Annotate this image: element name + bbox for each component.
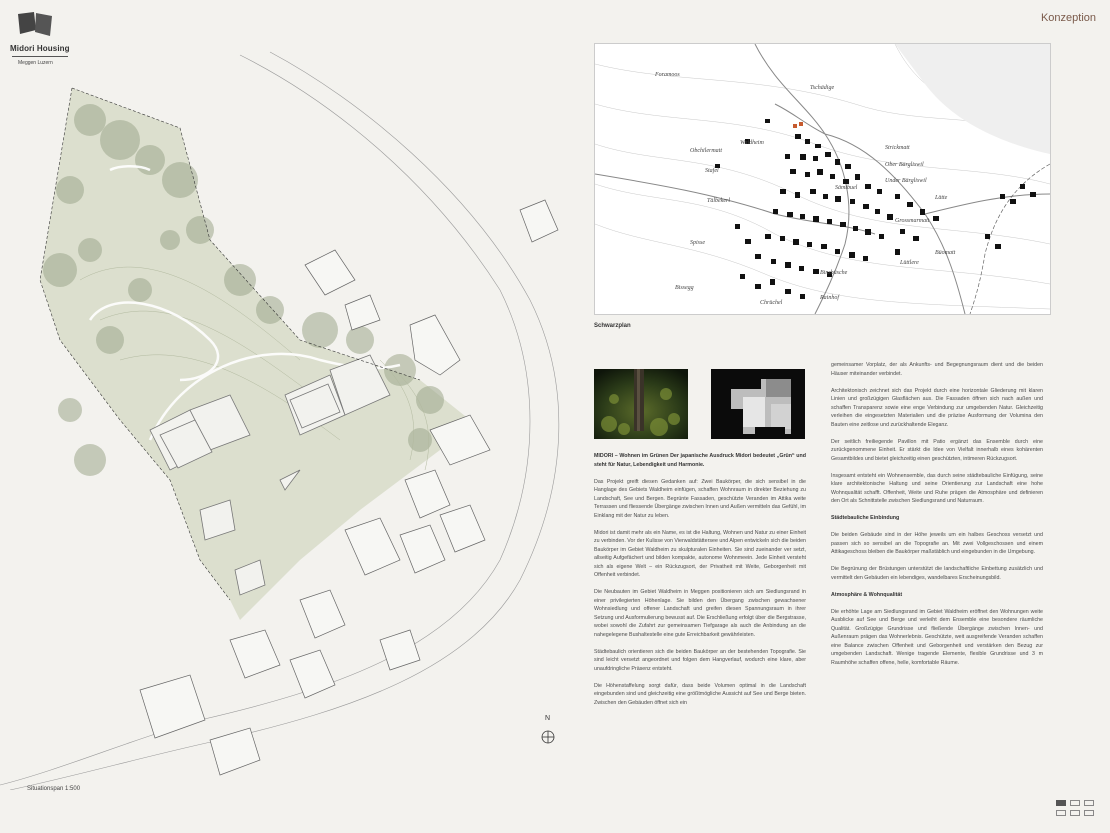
section-heading: Städtebauliche Einbindung [831,515,900,521]
page-thumb-2[interactable] [1070,800,1080,806]
paragraph: Die beiden Gebäude sind in der Höhe jeweils um ein halbes Geschoss versetzt und passen sich so sensibel an die Topografie an. Mit zwei Vollgeschossen und einem Attikageschoss bleiben die Baukörper maßstäblich und eingebunden in die Umgebung. [831,532,1043,555]
map-label: Binzbüsche [820,270,848,276]
map-label: Obchilermatt [690,148,722,154]
north-compass-icon [541,730,555,744]
site-plan [0,40,570,790]
brand-logo-icon [16,10,56,40]
paragraph: Städtebaulich orientieren sich die beiden Baukörper an der bestehenden Topografie. Sie sind leicht versetzt angeordnet und folgen dem Hangverlauf, wodurch eine klare, aber unaufdringliche Präsenz entsteht. [594,648,806,672]
map-label: Spisse [690,240,705,246]
map-label: Stafel [705,168,719,174]
paragraph: Das Projekt greift diesen Gedanken auf: Zwei Baukörper, die sich sensibel in die Hanglage des Gebiets Waldheim einfügen, schaffen Wohnraum in direkter Beziehung zu Landschaft, See und Bergen. Begrünte Fassaden, geschützte Veranden im Attika weite Terrassen und fliessende Übergänge zwischen Innen und Außen vermitteln das Gefühl, im Einklang mit der Natur zu leben. [594,478,806,519]
page-thumb-3[interactable] [1084,800,1094,806]
north-label: N [545,715,551,722]
paragraph: gemeinsamer Vorplatz, der als Ankunfts- und Begegnungsraum dient und die beiden Häuser miteinander verbindet. [831,362,1043,377]
page-thumb-4[interactable] [1056,810,1066,816]
context-map [594,43,1051,315]
page-navigation [1056,800,1098,820]
map-caption: Schwarzplan [594,323,631,329]
map-label: Lätte [935,195,948,201]
map-label: Foramoos [655,72,680,78]
map-label: Grossmarmatt [895,218,930,224]
lead-paragraph: MIDORI – Wohnen im Grünen Der japanische Ausdruck Midori bedeutet „Grün“ und steht für Natur, Lebendigkeit und Harmonie. [594,453,806,468]
map-label: Bissegg [675,285,694,291]
map-label: Lüttlere [900,260,919,266]
section-title: Konzeption [1040,12,1096,24]
page-thumb-1[interactable] [1056,800,1066,806]
map-label: Chrüchel [760,300,783,306]
model-photo [711,369,805,439]
brand-location: Meggen Luzern [18,60,53,66]
text-column-1 [594,452,806,716]
text-column-2 [831,361,1043,676]
paragraph: Die Neubauten im Gebiet Waldheim in Meggen positionieren sich am Siedlungsrand in einer privilegierten Höhenlage. Sie bilden den Übergang zwischen gewachsener Wohnsiedlung und offener Landschaft und greifen diesen Spannungsraum in ihrer Setzung und Ausformulierung bewusst auf. Die Erschließung erfolgt über die Bergstrasse, wobei sowohl die Zufahrt zur gemeinsamen Tiefgarage als auch die Anbindung an die nahegelegene Bushaltestelle eine gute Erreichbarkeit gewährleisten. [594,589,806,638]
paragraph: Architektonisch zeichnet sich das Projekt durch eine horizontale Gliederung mit klaren Linien und großzügigen Glasflächen aus. Die Fassaden öffnen sich nach außen und schaffen Transparenz sowie eine enge Verbindung zur umgebenden Natur. Gleichzeitig verleihen die eingesetzten Materialien und die präzise Ausformung der Volumina den Bauten eine zeitlose und zurückhaltende Eleganz. [831,387,1043,428]
map-label: Ober Bärgliswil [885,162,924,168]
paragraph: Die Begrünung der Brüstungen unterstützt die landschaftliche Einbettung zusätzlich und vermittelt den Gebäuden ein lebendiges, wandelbares Erscheinungsbild. [831,566,1043,581]
paragraph: Die erhöhte Lage am Siedlungsrand im Gebiet Waldheim eröffnet den Wohnungen weite Ausblicke auf See und Berge und verleiht dem Ensemble eine besondere räumliche Qualität. Großzügige Grundrisse und fließende Übergänge zwischen Innen- und Außenraum prägen das Wohnerlebnis. Geschützte, weit ausgreifende Veranden schaffen eine Balance zwischen Offenheit und Geborgenheit und verstärken den Bezug zur umgebenden Landschaft. Wenige tragende Elemente, flexible Grundrisse und 3 m Raumhöhe schaffen offene, helle, komfortable Räume. [831,608,1043,666]
map-label: Sämtbuel [835,185,858,191]
map-label: Büomatt [935,250,956,256]
page-thumb-5[interactable] [1070,810,1080,816]
paragraph: Midori ist damit mehr als ein Name, es ist die Haltung, Wohnen und Natur zu einer Einheit zu verbinden. Vor der Kulisse von Vierwaldstättersee und Alpen entwickeln sich die beiden Baukörper im Gebiet Waldheim zu skulpturalen Einheiten. Sie sind zueinander ver setzt, allseitig Aufgefächert und bilden kompakte, autonome Wohnmeein. Jede Einheit versteht sich als eigene Welt – ein Rückzugsort, der Privatheit mit Weite, Geborgenheit mit Offenheit verbindet. [594,529,806,578]
page-thumb-6[interactable] [1084,810,1094,816]
brand-name: Midori Housing [10,44,70,53]
map-label: Under Bärgliswil [885,178,927,184]
map-label: Waldheim [740,140,764,146]
paragraph: Insgesamt entsteht ein Wohnensemble, das durch seine städtebauliche Einfügung, seine klare architektonische Haltung und seine Orientierung zur Landschaft eine hohe Wohnqualität schafft. Offenheit, Weite und Ruhe prägen die Atmosphäre und definieren den Ort als Schnittstelle zwischen Siedlungsrand und Naturraum. [831,472,1043,504]
map-label: Strickmatt [885,145,910,151]
map-label: Tälbekerl [707,198,730,204]
site-plan-caption: Situationspan 1:500 [27,786,81,792]
paragraph: Die Höhenstaffelung sorgt dafür, dass beide Volumen optimal in die Landschaft eingebunden sind und gleichzeitig eine größtmögliche Aussicht auf See und Berge bieten. Zwischen den Gebäuden öffnet sich ein [594,682,806,706]
section-heading: Atmosphäre & Wohnqualität [831,591,903,598]
paragraph: Der seitlich freiliegende Pavillon mit Patio ergänzt das Ensemble durch eine zurückgenommene Einheit. Er stärkt die Idee von Vielfalt innerhalb eines kohärenten Gesamtbildes und bietet gleichzeitig einen geschützten, intimeren Rückzugsort. [831,438,1043,462]
forest-photo [594,369,688,439]
map-label: Tschädige [810,85,835,91]
map-label: Rainhof [820,295,839,301]
